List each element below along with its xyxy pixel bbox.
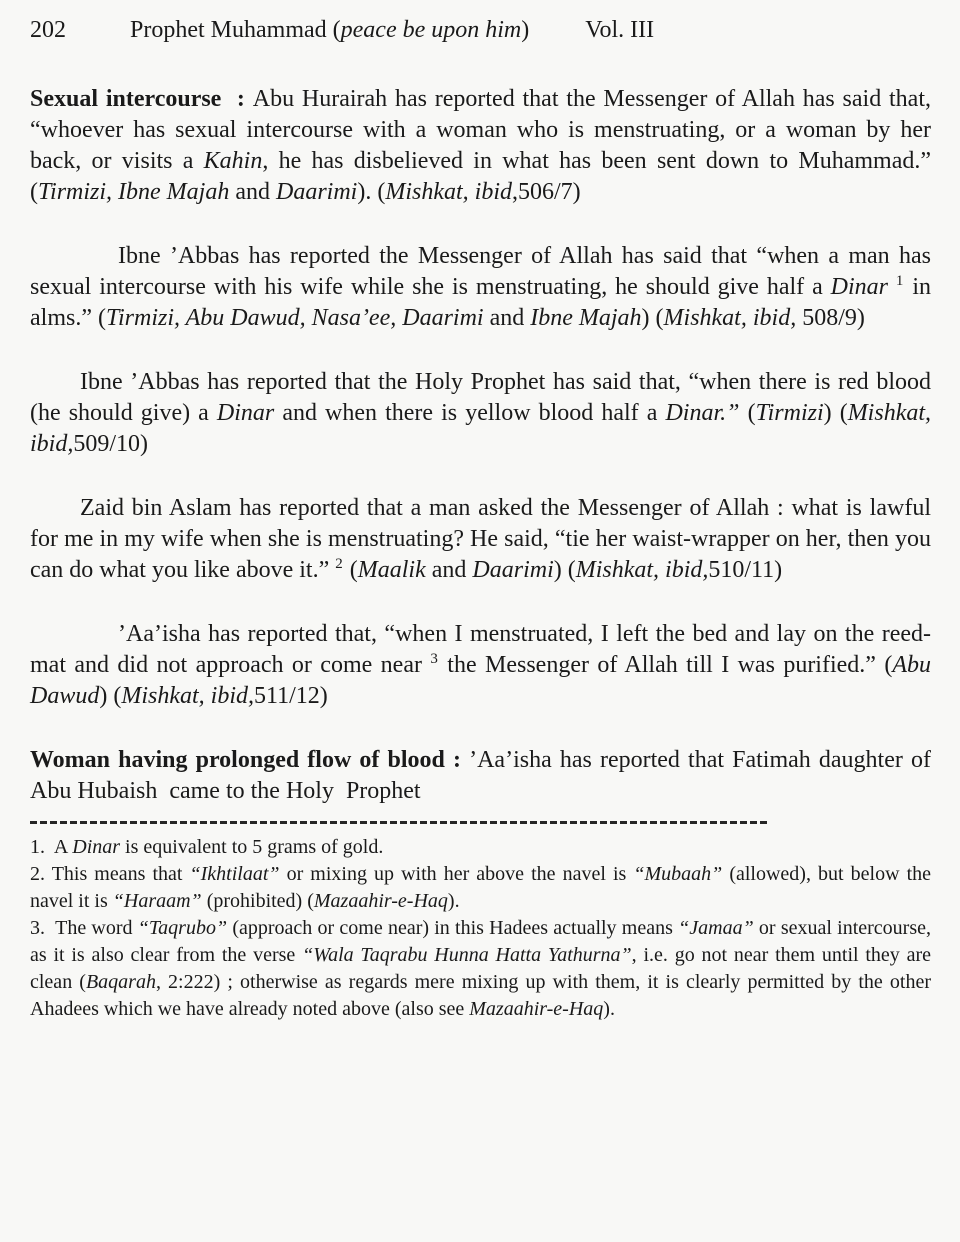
footnote-2: 2. This means that “Ikhtilaat” or mixing up with her above the navel is “Mubaah” (allowed), but below the navel it is “Haraam” (prohibited) (Mazaahir-e-Haq). <box>30 863 932 912</box>
paragraph-woman-prolonged-flow: Woman having prolonged flow of blood : ’Aa’isha has reported that Fatimah daughter of Abu Hubaish came to the Holy Prophet <box>30 747 931 804</box>
paragraph-ibne-abbas-blood: Ibne ’Abbas has reported that the Holy Prophet has said that, “when there is red blood (he should give) a Dinar and when there is yellow blood half a Dinar.” (Tirmizi) (Mishkat, ibid,509/10) <box>30 369 932 457</box>
footnote-separator <box>30 821 768 824</box>
page-header <box>30 14 931 46</box>
footnotes-section <box>30 834 931 1023</box>
book-title: Prophet Muhammad (peace be upon him) <box>130 17 530 43</box>
footnote-3: 3. The word “Taqrubo” (approach or come near) in this Hadees actually means “Jamaa” or sexual intercourse, as it is also clear from the verse “Wala Taqrabu Hunna Hatta Yathurna”, i.e. go not near them until they are clean (Baqarah, 2:222) ; otherwise as regards mere mixing up with them, it is clearly permitted by the other Ahadees which we have already noted above (also see Mazaahir-e-Haq). <box>30 917 932 1020</box>
volume-label: Vol. III <box>585 17 655 43</box>
paragraph-sexual-intercourse: Sexual intercourse : Abu Hurairah has reported that the Messenger of Allah has said that, “whoever has sexual intercourse with a woman who is menstruating, or a woman by her back, or visits a Kahin, he has disbelieved in what has been sent down to Muhammad.” (Tirmizi, Ibne Majah and Daarimi). (Mishkat, ibid,506/7) <box>30 86 931 205</box>
footnote-1: 1. A Dinar is equivalent to 5 grams of gold. <box>30 836 384 858</box>
page-body <box>30 84 931 807</box>
paragraph-aaisha-reed-mat: ’Aa’isha has reported that, “when I menstruated, I left the bed and lay on the reed-mat and did not approach or come near $^3$ the Messenger of Allah till I was purified.” (Abu Dawud) (Mishkat, ibid,511/12) <box>30 621 932 709</box>
page-number: 202 <box>30 17 66 43</box>
paragraph-zaid-bin-aslam: Zaid bin Aslam has reported that a man asked the Messenger of Allah : what is lawful for me in my wife when she is menstruating? He said, “tie her waist-wrapper on her, then you can do what you like above it.” $^2$ (Maalik and Daarimi) (Mishkat, ibid,510/11) <box>30 495 931 583</box>
paragraph-ibne-abbas-dinar: Ibne ’Abbas has reported the Messenger of Allah has said that “when a man has sexual intercourse with his wife while she is menstruating, he should give half a Dinar $^1$ in alms.” (Tirmizi, Abu Dawud, Nasa’ee, Daarimi and Ibne Majah) (Mishkat, ibid, 508/9) <box>30 243 932 331</box>
